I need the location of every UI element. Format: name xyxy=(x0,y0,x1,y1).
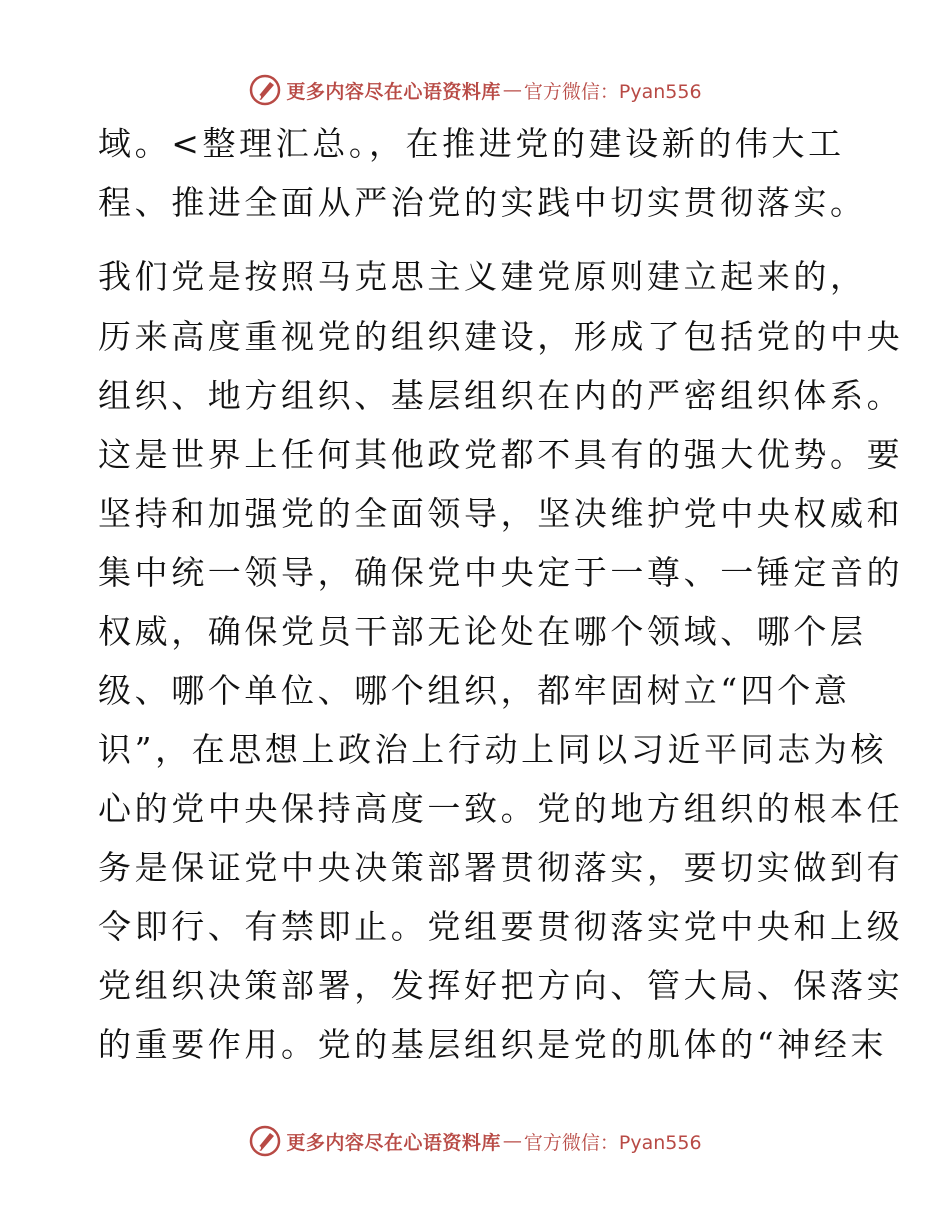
pen-circle-logo-icon xyxy=(248,1124,282,1158)
text-line-5: 组织、地方组织、基层组织在内的严密组织体系。 xyxy=(98,376,904,415)
footer-slogan: 更多内容尽在心语资料库 xyxy=(286,1131,501,1154)
header-dash: — xyxy=(502,79,522,101)
text-line-14: 令即行、有禁即止。党组要贯彻落实党中央和上级 xyxy=(98,907,904,946)
text-line-10: 级、哪个单位、哪个组织，都牢固树立“四个意 xyxy=(98,671,851,710)
text-line-15: 党组织决策部署，发挥好把方向、管大局、保落实 xyxy=(98,966,904,1005)
text-line-2: 程、推进全面从严治党的实践中切实贯彻落实。 xyxy=(98,183,867,222)
text-line-12: 心的党中央保持高度一致。党的地方组织的根本任 xyxy=(98,789,904,828)
text-line-13: 务是保证党中央决策部署贯彻落实，要切实做到有 xyxy=(98,848,904,887)
footer-watermark-banner xyxy=(0,1121,950,1161)
text-line-3: 我们党是按照马克思主义建党原则建立起来的， xyxy=(98,257,867,296)
header-watermark-banner xyxy=(0,70,950,110)
text-line-1: 域。<整理汇总。，在推进党的建设新的伟大工 xyxy=(98,124,845,163)
text-line-4: 历来高度重视党的组织建设，形成了包括党的中央 xyxy=(98,317,904,356)
pen-circle-logo-icon xyxy=(248,73,282,107)
text-line-9: 权威，确保党员干部无论处在哪个领域、哪个层 xyxy=(98,612,867,651)
header-slogan: 更多内容尽在心语资料库 xyxy=(286,80,501,103)
header-wechat: 官方微信：Pyan556 xyxy=(523,80,702,103)
text-line-11: 识”，在思想上政治上行动上同以习近平同志为核 xyxy=(98,730,888,769)
text-line-7: 坚持和加强党的全面领导，坚决维护党中央权威和 xyxy=(98,494,904,533)
footer-wechat: 官方微信：Pyan556 xyxy=(523,1131,702,1154)
footer-dash: — xyxy=(502,1130,522,1152)
text-line-6: 这是世界上任何其他政党都不具有的强大优势。要 xyxy=(98,435,904,474)
text-line-8: 集中统一领导，确保党中央定于一尊、一锤定音的 xyxy=(98,553,904,592)
text-line-16: 的重要作用。党的基层组织是党的肌体的“神经末 xyxy=(98,1025,888,1064)
